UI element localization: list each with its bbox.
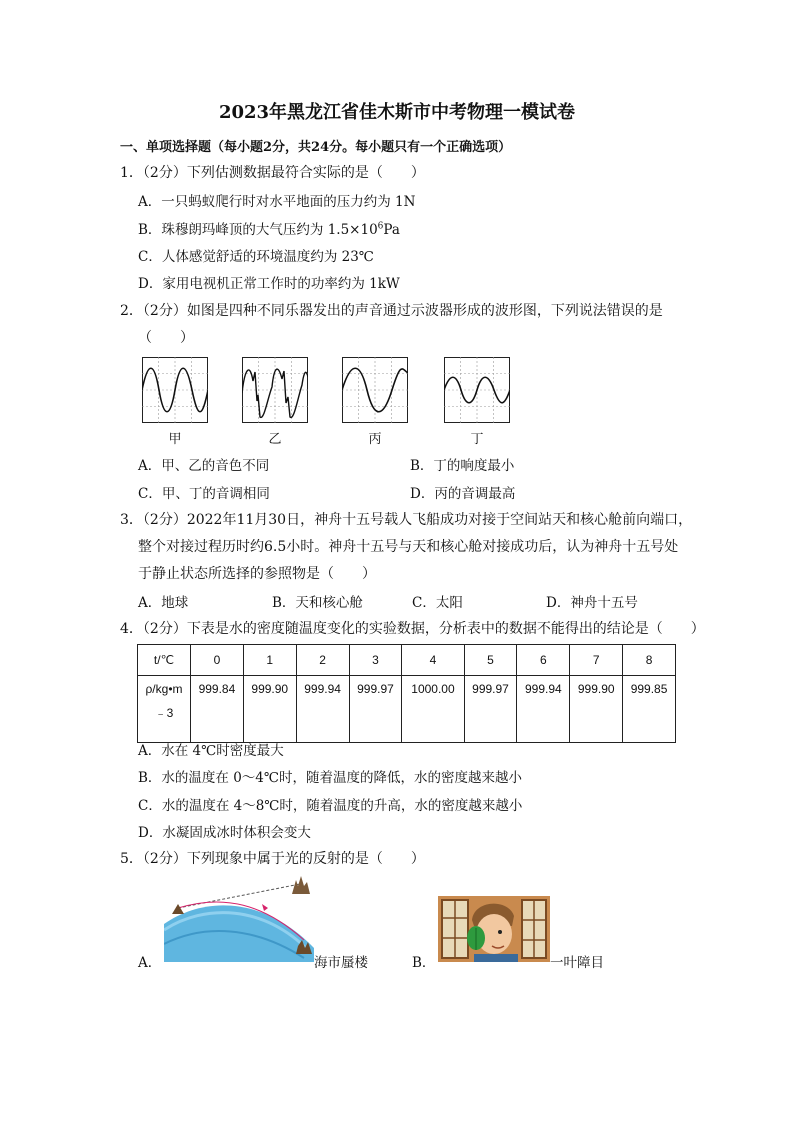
q2-option-b: B．丁的响度最小 xyxy=(410,458,515,474)
table-cell: 999.94 xyxy=(296,676,349,743)
q1-option-a: A．一只蚂蚁爬行时对水平地面的压力约为 1N xyxy=(138,194,416,210)
waveform-ding xyxy=(444,357,510,423)
table-cell: 7 xyxy=(570,645,623,676)
q3-option-a: A．地球 xyxy=(138,595,189,611)
q1-option-b: B．珠穆朗玛峰顶的大气压约为 $1.5\times 10^6Pa$ xyxy=(138,221,400,238)
table-cell: 999.94 xyxy=(517,676,570,743)
table-cell: 999.97 xyxy=(349,676,402,743)
q3-stem-line1: 3．（2分）2022年11月30日，神舟十五号载人飞船成功对接于空间站天和核心舱前向端口， xyxy=(120,512,693,528)
q3-option-d: D．神舟十五号 xyxy=(546,595,638,611)
waveform-label-yi: 乙 xyxy=(268,432,282,447)
q2-stem-paren: （ ） xyxy=(138,330,194,346)
q3-option-b: B．天和核心舱 xyxy=(272,595,363,611)
waveform-label-jia: 甲 xyxy=(168,432,182,447)
q2-stem: 2．（2分）如图是四种不同乐器发出的声音通过示波器形成的波形图，下列说法错误的是 xyxy=(120,303,663,319)
table-cell: 3 xyxy=(349,645,402,676)
q3-option-c: C．太阳 xyxy=(412,595,463,611)
q4-option-b: B．水的温度在 0～4℃时，随着温度的降低，水的密度越来越小 xyxy=(138,770,522,786)
table-cell: 8 xyxy=(623,645,676,676)
q4-option-c: C．水的温度在 4～8℃时，随着温度的升高，水的密度越来越小 xyxy=(138,798,523,814)
table-row xyxy=(138,676,676,743)
table-cell: 999.85 xyxy=(623,676,676,743)
table-cell: 6 xyxy=(517,645,570,676)
table-header-cell: t/℃ xyxy=(138,645,191,676)
table-header-cell: ρ/kg•m ﹣3 xyxy=(138,676,191,743)
table-cell: 5 xyxy=(464,645,517,676)
q5-stem: 5．（2分）下列现象中属于光的反射的是（ ） xyxy=(120,851,425,867)
q5-option-b-caption: 一叶障目 xyxy=(550,955,604,971)
leaf-eye-illustration xyxy=(438,896,550,962)
q4-stem: 4．（2分）下表是水的密度随温度变化的实验数据，分析表中的数据不能得出的结论是（ ） xyxy=(120,621,705,637)
q5-option-a-caption: 海市蜃楼 xyxy=(314,955,368,971)
table-cell: 999.90 xyxy=(243,676,296,743)
waveform-yi xyxy=(242,357,308,423)
section-heading: 一、单项选择题（每小题2分，共24分。每小题只有一个正确选项） xyxy=(120,140,512,155)
q1-option-c: C．人体感觉舒适的环境温度约为 23℃ xyxy=(138,249,374,265)
q2-option-c: C．甲、丁的音调相同 xyxy=(138,486,270,502)
q3-stem-line3: 于静止状态所选择的参照物是（ ） xyxy=(138,566,376,582)
q5-option-a-prefix: A． xyxy=(138,955,162,971)
q4-option-d: D．水凝固成冰时体积会变大 xyxy=(138,825,311,841)
waveform-label-ding: 丁 xyxy=(470,432,484,447)
table-cell: 1000.00 xyxy=(402,676,464,743)
waveform-bing xyxy=(342,357,408,423)
q4-option-a: A．水在 4℃时密度最大 xyxy=(138,743,284,759)
q2-option-d: D．丙的音调最高 xyxy=(410,486,516,502)
table-cell: 2 xyxy=(296,645,349,676)
mirage-illustration xyxy=(164,874,314,962)
table-cell: 1 xyxy=(243,645,296,676)
q3-stem-line2: 整个对接过程历时约6.5小时。神舟十五号与天和核心舱对接成功后，认为神舟十五号处 xyxy=(138,539,679,555)
density-table xyxy=(137,644,676,743)
table-cell: 999.84 xyxy=(191,676,244,743)
q5-option-b-prefix: B． xyxy=(412,955,436,971)
page-title: 2023年黑龙江省佳木斯市中考物理一模试卷 xyxy=(218,102,576,123)
table-cell: 0 xyxy=(191,645,244,676)
table-cell: 999.97 xyxy=(464,676,517,743)
table-cell: 4 xyxy=(402,645,464,676)
q1-option-d: D．家用电视机正常工作时的功率约为 1kW xyxy=(138,276,400,292)
waveform-label-bing: 丙 xyxy=(368,432,382,447)
table-row xyxy=(138,645,676,676)
table-cell: 999.90 xyxy=(570,676,623,743)
waveform-jia xyxy=(142,357,208,423)
q2-option-a: A．甲、乙的音色不同 xyxy=(138,458,270,474)
q1-stem: 1．（2分）下列估测数据最符合实际的是（ ） xyxy=(120,165,425,181)
